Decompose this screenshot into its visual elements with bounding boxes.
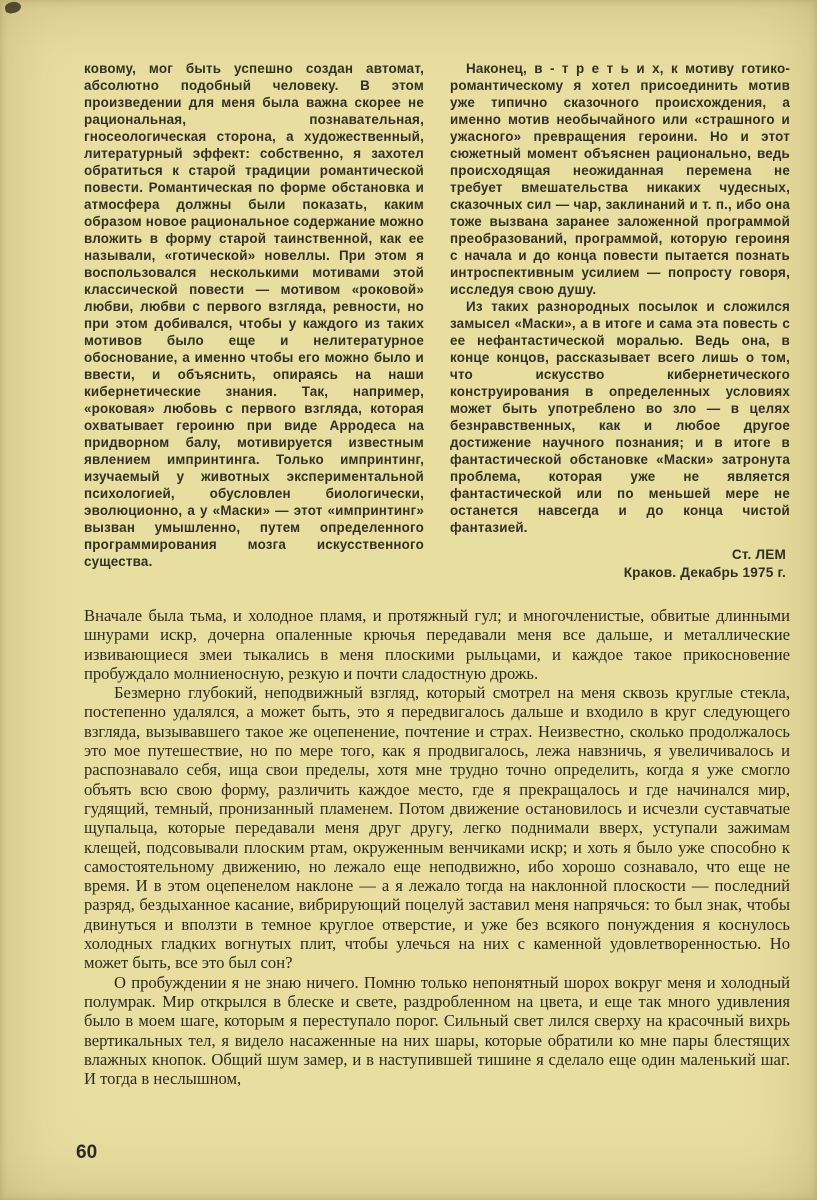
author-signature: [450, 546, 790, 582]
signature-place-date: Краков. Декабрь 1975 г.: [623, 565, 786, 580]
story-section: [84, 606, 790, 1088]
afterword-paragraph: Наконец, в - т р е т ь и х, к мотиву готико-романтическому я хотел присоединить мотив уже типично сказочного происхождения, а именно мотив необычайного или «страшного и ужасного» превращения героини. Но и этот сюжетный момент объяснен рационально, ведь происходящая неожиданная перемена не требует вмешательства никаких чудесных, сказочных сил — чар, заклинаний и т. п., ибо она тоже вызвана заранее заложенной программой преобразований, программой, которую героиня с начала и до конца повести пытается познать интроспективным усилием — попросту говоря, исследуя свою душу.: [450, 61, 790, 297]
afterword-paragraph: Из таких разнородных посылок и сложился замысел «Маски», а в итоге и сама эта повесть с ее нефантастической моралью. Ведь она, в конце концов, рассказывает всего лишь о том, что искусство кибернетического конструирования в определенных условиях может быть употреблено во зло — в целях безнравственных, как и любое другое достижение научного познания; и в итоге в фантастической обстановке «Маски» затронута проблема, которая уже не является фантастической или по меньшей мере не останется навсегда и до конца чистой фантазией.: [450, 299, 790, 535]
scan-speck: [4, 0, 22, 14]
story-paragraph: О пробуждении я не знаю ничего. Помню только непонятный шорох вокруг меня и холодный полумрак. Мир открылся в блеске и свете, раздробленном на цвета, и еще так много удивления было в моем шаге, которым я переступало порог. Сильный свет лился сверху на красочный вихрь вертикальных тел, я видело насаженные на них шары, которые обратили ко мне пары блестящих влажных кнопок. Общий шум замер, и в наступившей тишине я сделало еще один маленький шаг. И тогда в неслышном,: [84, 972, 790, 1089]
afterword-left-column: ковому, мог быть успешно создан автомат, абсолютно подобный человеку. В этом произведении для меня была важна скорее не рациональная, познавательная, гносеологическая сторона, а художественный, литературный эффект: собственно, я захотел обратиться к старой традиции романтической повести. Романтическая по форме обстановка и атмосфера должны были показать, каким образом новое рациональное содержание можно вложить в форму старой таинственной, как ее называли, «готической» новеллы. При этом я воспользовался несколькими мотивами этой классической повести — мотивом «роковой» любви, любви с первого взгляда, ревности, но при этом добивался, чтобы у каждого из таких мотивов было еще и нелитературное обоснование, а именно чтобы его можно было и ввести, и объяснить, опираясь на наши кибернетические знания. Так, например, «роковая» любовь с первого взгляда, которая охватывает героиню при виде Арродеса на придворном балу, мотивируется известным явлением импринтинга. Только импринтинг, изучаемый у животных экспериментальной психологией, обусловлен биологически, эволюционно, а у «Маски» — этот «импринтинг» вызван умышленно, путем определенного программирования мозга искусственного существа.: [84, 61, 424, 569]
story-paragraph: Безмерно глубокий, неподвижный взгляд, который смотрел на меня сквозь круглые стекла, постепенно удалялся, а может быть, это я передвигалось дальше и входило в круг следующего взгляда, вызывавшего такое же оцепенение, почтение и страх. Неизвестно, сколько продолжалось это мое путешествие, но по мере того, как я продвигалось, лежа навзничь, я увеличивалось и распознавало себя, ища свои пределы, хотя мне трудно точно определить, когда я уже смогло объять всю свою форму, различить каждое место, где я прекращалось и где начинался мир, гудящий, темный, пронизанный пламенем. Потом движение остановилось и исчезли суставчатые щупальца, которые передавали меня друг другу, легко поднимали вверх, уступали зажимам клещей, подсовывали плоским ртам, окруженным венчиками искр; и хоть я было уже способно к самостоятельному движению, но лежало еще неподвижно, ибо хорошо сознавало, что еще не время. И в этом оцепенелом наклоне — а я лежало тогда на наклонной плоскости — последний разряд, бездыханное касание, вибрирующий поцелуй заставил меня напрячься: то был знак, чтобы двинуться и вползти в темное круглое отверстие, и уже без всякого понуждения я коснулось холодных гладких вогнутых плит, чтобы улечься на них с каменной удовлетворенностью. Но может быть, все это был сон?: [84, 683, 790, 973]
afterword-right-column: [450, 60, 790, 582]
author-name: Ст. ЛЕМ: [731, 547, 786, 562]
afterword-section: [84, 60, 790, 582]
page-number: 60: [76, 1142, 98, 1163]
story-paragraph: Вначале была тьма, и холодное пламя, и протяжный гул; и многочленистые, обвитые длинными шнурами искр, дочерна опаленные крючья передавали меня все дальше, и металлические извивающиеся змеи тыкались в меня плоскими рыльцами, и каждое такое прикосновение пробуждало молниеносную, резкую и почти сладостную дрожь.: [84, 606, 790, 683]
